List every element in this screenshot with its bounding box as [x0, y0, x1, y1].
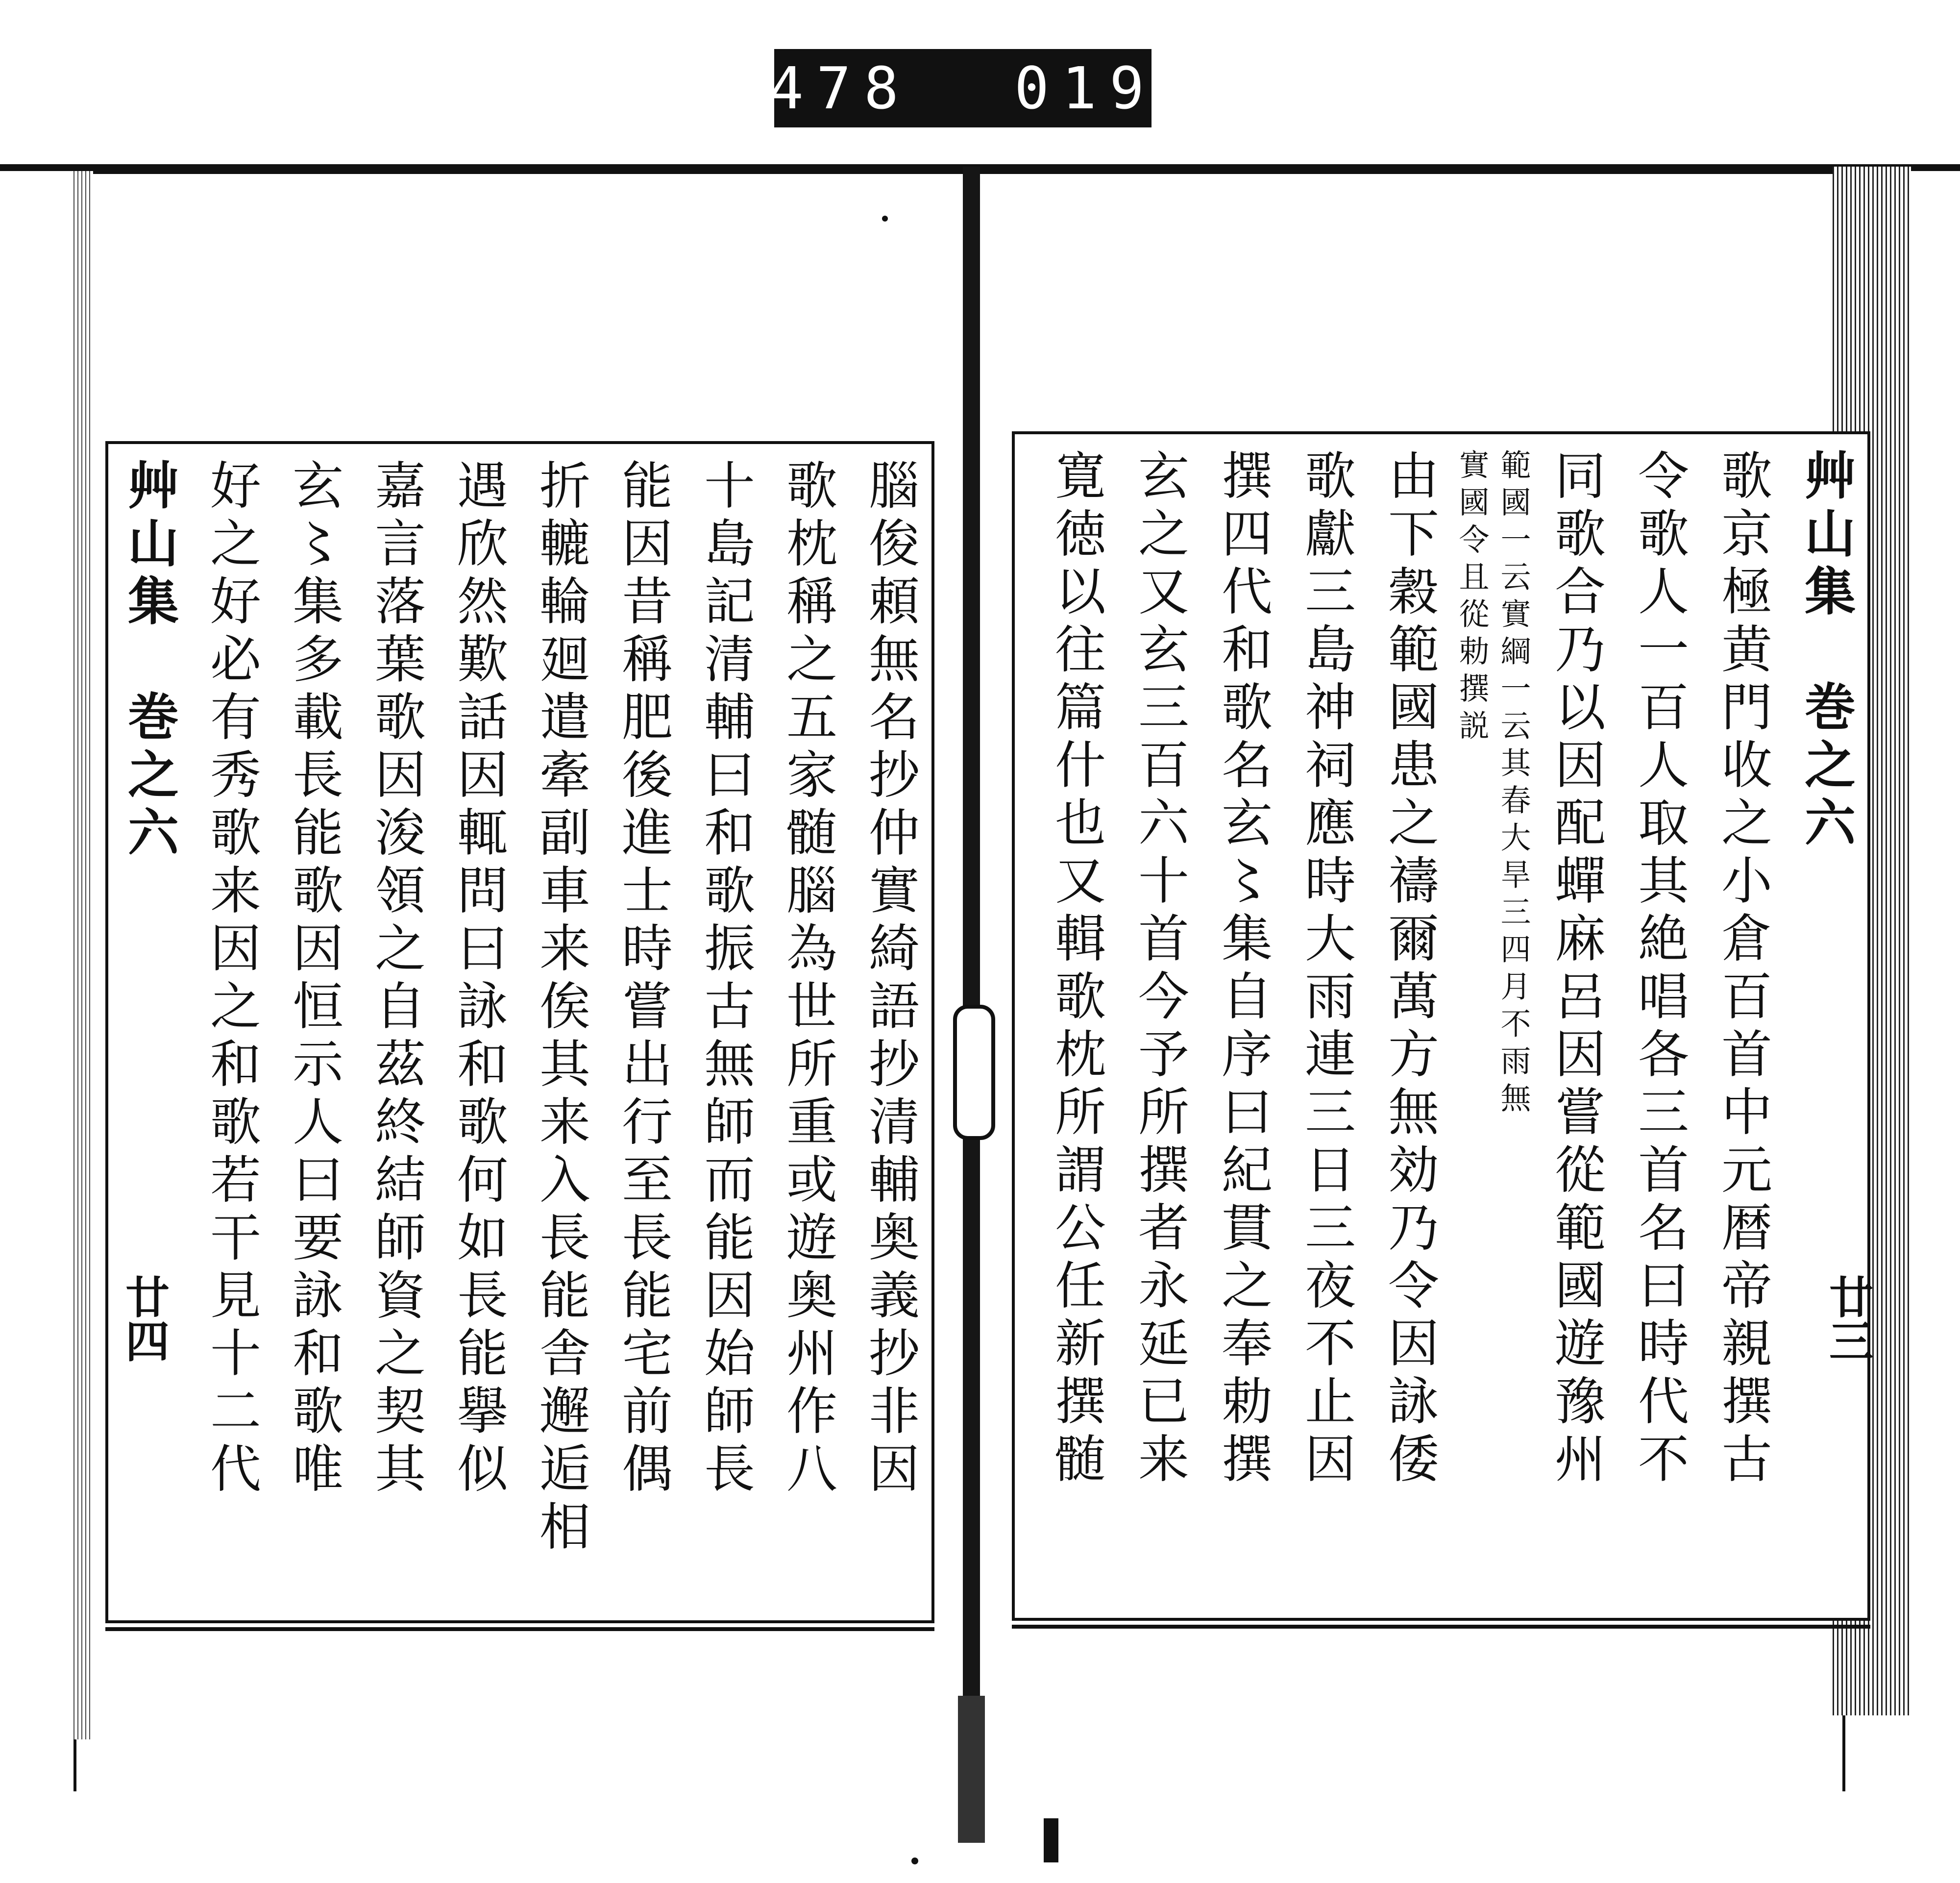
- text-column: 由下穀範國患之禱爾萬方無効乃令因詠倭: [1379, 449, 1439, 1490]
- text-column: 十島記清輔曰和歌振古無師而能因始師長: [695, 459, 755, 1500]
- right-running-title: 艸山集 巻之六: [1796, 449, 1856, 854]
- text-column: 令歌人一百人取其絶唱各三首名曰時代不: [1629, 449, 1689, 1490]
- ink-spot: [911, 1858, 918, 1864]
- archive-label-frame: 019: [1014, 54, 1157, 122]
- text-column: 寛徳以往篇什也又輯歌枕所謂公任新撰髄: [1046, 449, 1106, 1490]
- binding-clasp: [953, 1005, 995, 1140]
- ink-spot: [882, 216, 888, 222]
- left-running-title: 艸山集 巻之六: [119, 459, 179, 864]
- text-column: 嘉言落葉歌因浚領之自茲終結師資之契其: [366, 459, 426, 1500]
- text-column: 腦俊頼無名抄仲實綺語抄清輔奥義抄非因: [860, 459, 920, 1500]
- text-column: 好之好必有秀歌来因之和歌若干見十二代: [201, 459, 261, 1500]
- text-column: 遇欣然歎話因輒問曰詠和歌何如長能擧似: [448, 459, 508, 1500]
- left-page-number: 廿四: [118, 1274, 170, 1363]
- text-column: 歌京極黄門收之小倉百首中元暦帝親撰古: [1713, 449, 1772, 1490]
- text-column: 同歌合乃以因配蟬麻呂因嘗從範國遊豫州: [1546, 449, 1606, 1490]
- text-column: 能因昔稱肥後進士時嘗出行至長能宅前偶: [613, 459, 673, 1500]
- right-page-number: 廿三: [1821, 1274, 1873, 1363]
- binding-tail: [958, 1696, 985, 1843]
- text-column: 撰四代和歌名玄〻集自序曰紀貫之奉勅撰: [1213, 449, 1273, 1490]
- right-text-frame: [1012, 431, 1870, 1621]
- archive-label: [768, 49, 1157, 127]
- text-column: 折轆輪廻遣牽副車来俟其来入長能舎邂逅相: [531, 459, 590, 1558]
- text-column: 玄之又玄三百六十首今予所撰者永延已来: [1129, 449, 1189, 1490]
- interlinear-note: 範國一云實綱一云其春大旱三四月不雨無: [1495, 449, 1531, 1119]
- binding-thread: [1044, 1818, 1058, 1862]
- interlinear-note: 實國令且從勅撰説: [1454, 449, 1490, 747]
- book-top-edge: [0, 164, 1960, 171]
- text-column: 玄〻集多載長能歌因恒示人曰要詠和歌唯: [284, 459, 343, 1500]
- text-column: 歌枕稱之五家髄腦為世所重或遊奥州作八: [778, 459, 837, 1500]
- text-column: 歌獻三島神祠應時大雨連三日三夜不止因: [1296, 449, 1356, 1490]
- archive-label-volume: 478: [768, 54, 911, 122]
- left-fore-edge: [74, 171, 93, 1739]
- book-gutter: [963, 167, 980, 1735]
- left-text-frame: [105, 441, 934, 1623]
